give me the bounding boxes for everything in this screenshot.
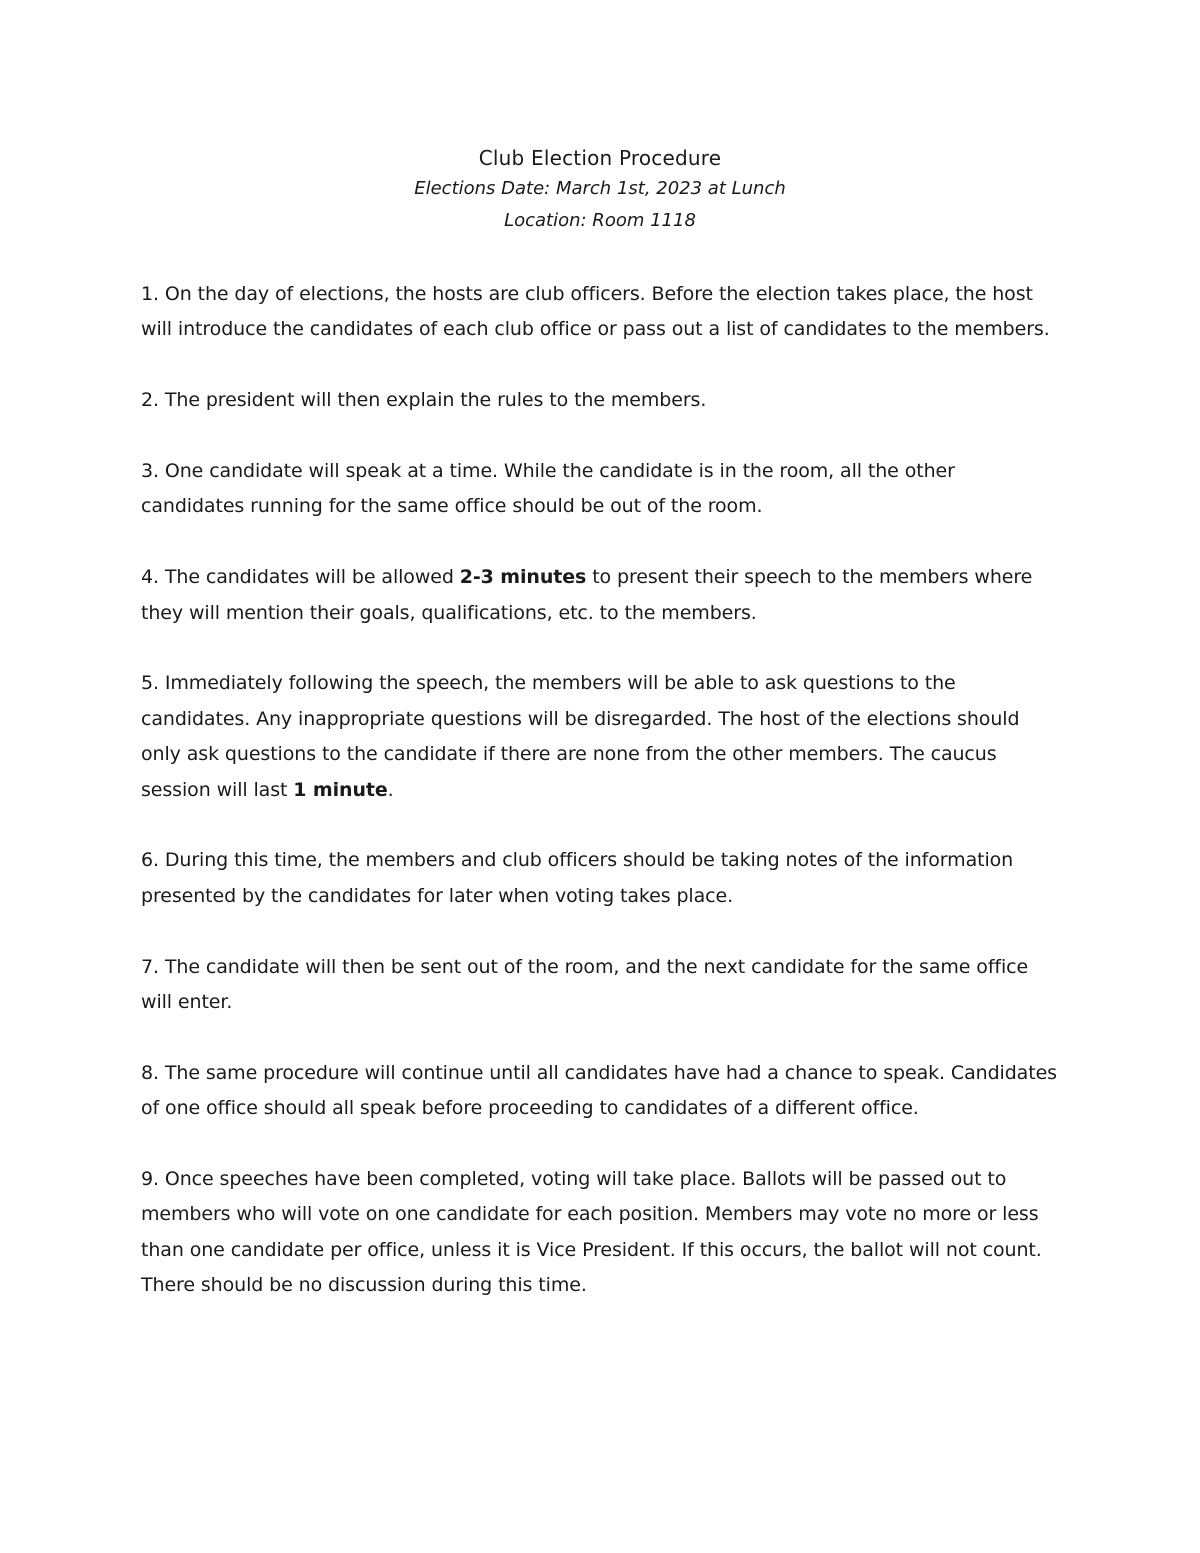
step-4-text-after: to present their speech to the members where they will mention their goals, qualifications, etc. to the members. [141, 566, 1033, 624]
step-8: 8. The same procedure will continue until all candidates have had a chance to speak. Candidates of one office should all speak before proceeding to candidates of a different office. [141, 1061, 1057, 1120]
document-header [0, 143, 1200, 237]
step-5-emphasis: 1 minute [293, 778, 388, 801]
step-5-text-before: 5. Immediately following the speech, the members will be able to ask questions to the candidates. Any inappropriate questions will be disregarded. The host of the elections should only ask questions to the candidate if there are none from the other members. The caucus session will last [141, 672, 1020, 801]
step-3: 3. One candidate will speak at a time. While the candidate is in the room, all the other candidates running for the same office should be out of the room. [141, 460, 955, 518]
step-6: 6. During this time, the members and club officers should be taking notes of the information presented by the candidates for later when voting takes place. [141, 849, 1014, 907]
step-7: 7. The candidate will then be sent out of the room, and the next candidate for the same office will enter. [141, 955, 1029, 1014]
election-location: Location: Room 1118 [504, 210, 696, 231]
step-1: 1. On the day of elections, the hosts are club officers. Before the election takes place, the host will introduce the candidates of each club office or pass out a list of candidates to the members. [141, 283, 1050, 341]
step-4-text-before: 4. The candidates will be allowed [141, 566, 460, 589]
document-title: Club Election Procedure [478, 146, 722, 170]
step-5-text-after: . [387, 778, 394, 801]
step-4 [141, 560, 1061, 631]
procedure-steps [141, 277, 1061, 1339]
step-4-emphasis: 2-3 minutes [459, 566, 587, 589]
step-2: 2. The president will then explain the rules to the members. [141, 389, 707, 412]
step-5 [141, 666, 1061, 808]
step-9: 9. Once speeches have been completed, voting will take place. Ballots will be passed out to members who will vote on one candidate for each position. Members may vote no more or less than one candidate per office, unless it is Vice President. If this occurs, the ballot will not count. There should be no discussion during this time. [141, 1168, 1042, 1297]
election-date: Elections Date: March 1st, 2023 at Lunch [414, 178, 786, 199]
